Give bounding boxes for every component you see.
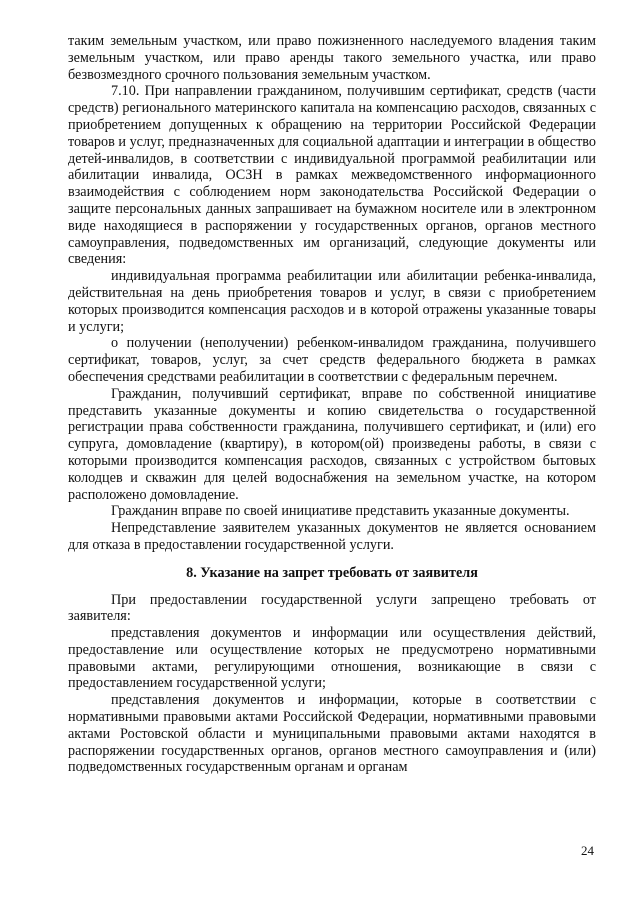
paragraph: При предоставлении государственной услуги запрещено требовать от заявителя: xyxy=(68,591,596,625)
document-body xyxy=(68,33,596,776)
paragraph: Гражданин, получивший сертификат, вправе по собственной инициативе представить указанные документы и копию свидетельства о государственной регистрации права собственности гражданина, получившего сертификат, и (или) его супруга, домовладение (квартиру), в котором(ой) произведены работы, в связи с которыми производится компенсация расходов, связанных с устройством бытовых колодцев и скважин для целей водоснабжения на земельном участке, на котором расположено домовладение. xyxy=(68,385,596,503)
paragraph: индивидуальная программа реабилитации или абилитации ребенка-инвалида, действительная на день приобретения товаров и услуг, в связи с приобретением которых производится компенсация расходов и в которой отражены указанные товары и услуги; xyxy=(68,268,596,335)
paragraph: 7.10. При направлении гражданином, получившим сертификат, средств (части средств) регионального материнского капитала на компенсацию расходов, связанных с приобретением допущенных к обращению на территории Российской Федерации товаров и услуг, предназначенных для социальной адаптации и интеграции в общество детей-инвалидов, в соответствии с индивидуальной программой реабилитации или абилитации инвалида, ОСЗН в рамках межведомственного информационного взаимодействия с соблюдением норм законодательства Российской Федерации о защите персональных данных запрашивает на бумажном носителе или в электронном виде находящиеся в распоряжении у государственных органов, органов местного самоуправления, подведомственных им организаций, следующие документы или сведения: xyxy=(68,83,596,268)
paragraph: о получении (неполучении) ребенком-инвалидом гражданина, получившего сертификат, товаров, услуг, за счет средств федерального бюджета в рамках обеспечения средствами реабилитации в соответствии с федеральным перечнем. xyxy=(68,335,596,385)
section-heading: 8. Указание на запрет требовать от заявителя xyxy=(186,564,478,581)
paragraph: таким земельным участком, или право пожизненного наследуемого владения таким земельным участком, или право аренды такого земельного участка, или право безвозмездного срочного пользования земельным участком. xyxy=(68,33,596,83)
paragraph: представления документов и информации или осуществления действий, предоставление или осуществление которых не предусмотрено нормативными правовыми актами, регулирующими отношения, возникающие в связи с предоставлением государственной услуги; xyxy=(68,625,596,692)
paragraph: Гражданин вправе по своей инициативе представить указанные документы. xyxy=(111,503,570,520)
paragraph: Непредставление заявителем указанных документов не является основанием для отказа в предоставлении государственной услуги. xyxy=(68,520,596,553)
page-number: 24 xyxy=(581,843,594,858)
paragraph: представления документов и информации, которые в соответствии с нормативными правовыми актами Российской Федерации, нормативными правовыми актами Ростовской области и муниципальными правовыми актами находятся в распоряжении государственных органов, органов местного самоуправления и (или) подведомственных государственным органам и органам xyxy=(68,692,596,776)
